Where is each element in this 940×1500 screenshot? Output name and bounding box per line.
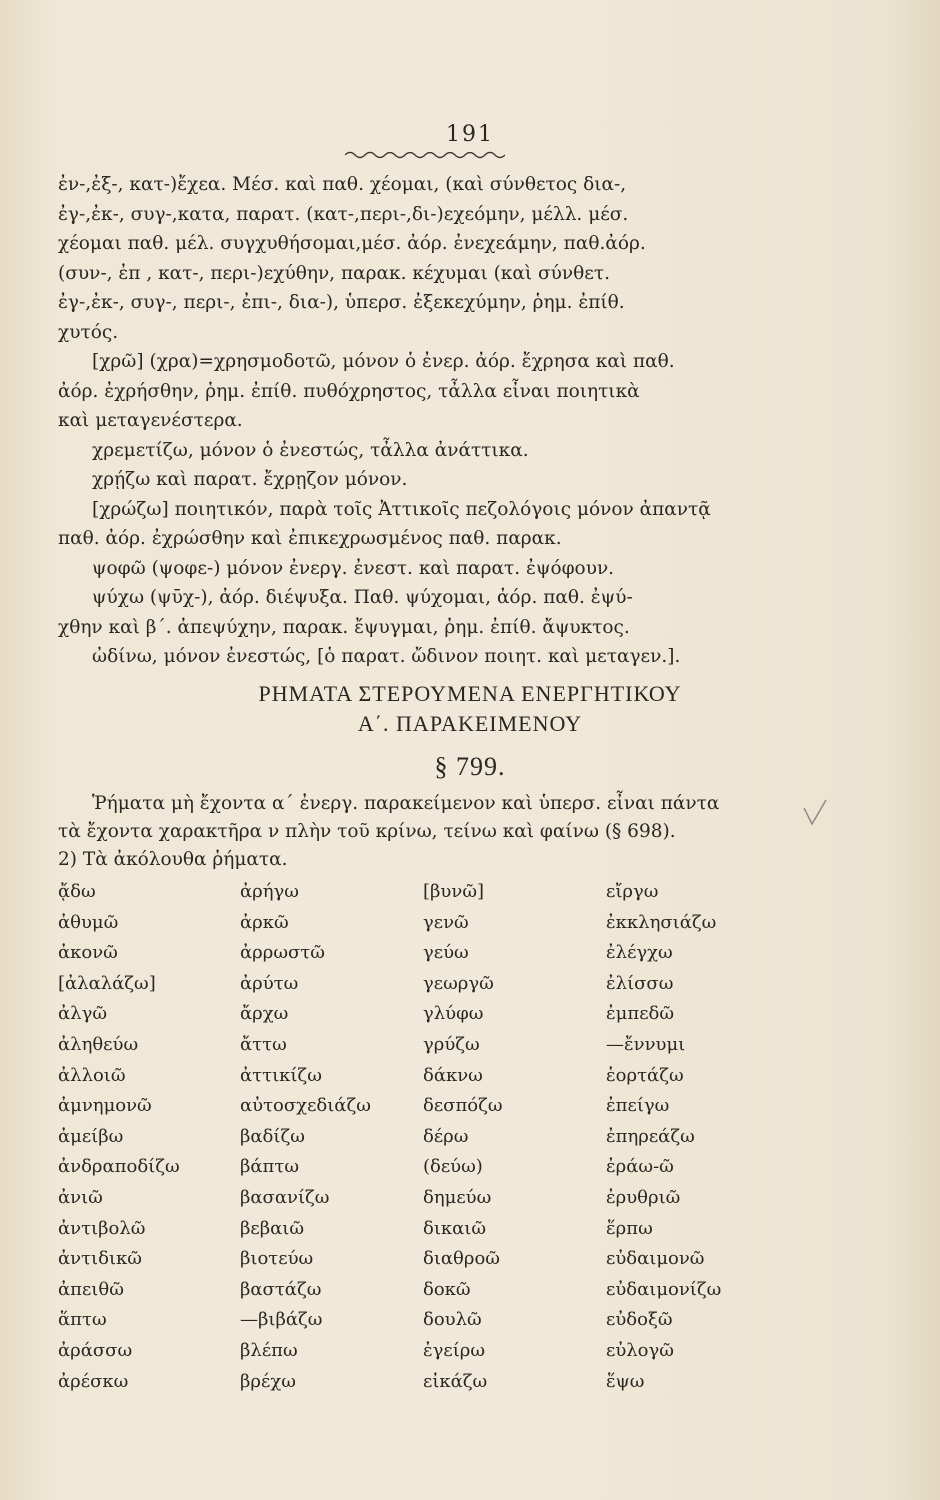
verb-entry: βαστάζω	[240, 1278, 322, 1300]
verb-entry: εὐδαιμονῶ	[606, 1248, 705, 1270]
verb-column-2	[240, 877, 420, 1397]
verb-entry: βασανίζω	[240, 1186, 330, 1208]
verb-entry: ἕρπω	[606, 1217, 653, 1239]
text-line: χρῄζω καὶ παρατ. ἔχρῃζον μόνον.	[92, 469, 408, 490]
verb-entry: δάκνω	[423, 1064, 483, 1086]
text-line: χρεμετίζω, μόνον ὁ ἐνεστώς, τἆλλα ἀνάττικα.	[92, 439, 529, 461]
wavy-rule-ornament	[345, 150, 505, 160]
verb-entry: ἀνιῶ	[58, 1186, 103, 1208]
verb-entry: [ἀλαλάζω]	[58, 972, 156, 994]
intro-line: τὰ ἔχοντα χαρακτῆρα ν πλὴν τοῦ κρίνω, τείνω καὶ φαίνω (§ 698).	[58, 821, 676, 842]
text-line: παθ. ἀόρ. ἐχρώσθην καὶ ἐπικεχρωσμένος παθ. παρακ.	[58, 528, 562, 549]
verb-entry: δεσπόζω	[423, 1095, 503, 1117]
verb-entry: ἀττικίζω	[240, 1064, 322, 1086]
text-line: ψύχω (ψῡχ-), ἀόρ. διέψυξα. Παθ. ψύχομαι, ἀόρ. παθ. ἐψύ-	[92, 587, 633, 608]
verb-entry: ἐγείρω	[423, 1339, 486, 1361]
entry-text-block	[58, 170, 798, 672]
verb-entry: ἄττω	[240, 1033, 287, 1055]
text-line: [χρώζω] ποιητικόν, παρὰ τοῖς Ἀττικοῖς πεζολόγοις μόνον ἀπαντᾷ	[92, 498, 711, 520]
verb-entry: ἀρρωστῶ	[240, 942, 325, 964]
text-line: καὶ μεταγενέστερα.	[58, 410, 243, 431]
verb-entry: ἐράω-ῶ	[606, 1156, 674, 1178]
intro-line: Ῥήματα μὴ ἔχοντα α΄ ἐνεργ. παρακείμενον καὶ ὑπερσ. εἶναι πάντα	[92, 793, 720, 814]
verb-entry: βαδίζω	[240, 1125, 305, 1147]
verb-entry: ᾄδω	[58, 881, 96, 902]
verb-entry: γρύζω	[423, 1033, 480, 1055]
verb-entry: δουλῶ	[423, 1309, 482, 1331]
verb-column-1	[58, 877, 238, 1397]
text-line: χθην καὶ β΄. ἀπεψύχην, παρακ. ἔψυγμαι, ῥημ. ἐπίθ. ἄψυκτος.	[58, 616, 630, 638]
verb-entry: ἀντιδικῶ	[58, 1248, 142, 1270]
section-heading-line-1: ΡΗΜΑΤΑ ΣΤΕΡΟΥΜΕΝΑ ΕΝΕΡΓΗΤΙΚΟΥ	[258, 681, 682, 706]
verb-entry: ἐμπεδῶ	[606, 1003, 675, 1025]
text-line: ἐγ-,ἐκ-, συγ-, περι-, ἐπι-, δια-), ὑπερσ. ἐξεκεχύμην, ῥημ. ἐπίθ.	[58, 292, 625, 313]
text-line: (συν-, ἐπ , κατ-, περι-)εχύθην, παρακ. κέχυμαι (καὶ σύνθετ.	[58, 262, 610, 284]
text-line: χυτός.	[58, 321, 119, 343]
verb-entry: ἀμνημονῶ	[58, 1095, 152, 1117]
verb-entry: —βιβάζω	[240, 1309, 323, 1331]
intro-paragraph	[58, 790, 798, 874]
verb-entry: ἀρέσκω	[58, 1370, 129, 1392]
verb-entry: ἀληθεύω	[58, 1033, 139, 1055]
verb-entry: ἑορτάζω	[606, 1064, 684, 1086]
verb-entry: ἐρυθριῶ	[606, 1186, 681, 1208]
verb-entry: ἀπειθῶ	[58, 1278, 124, 1300]
verb-entry: γεωργῶ	[423, 972, 494, 994]
verb-entry: δικαιῶ	[423, 1217, 487, 1239]
verb-entry: (δεύω)	[423, 1156, 483, 1178]
verb-entry: ἀράσσω	[58, 1339, 133, 1361]
intro-line: 2) Τὰ ἀκόλουθα ῥήματα.	[58, 849, 288, 870]
verb-entry: ἅπτω	[58, 1309, 107, 1331]
verb-entry: ἐπηρεάζω	[606, 1125, 695, 1147]
verb-entry: βλέπω	[240, 1339, 298, 1361]
verb-entry: ἐπείγω	[606, 1095, 670, 1117]
text-line: ἐγ-,ἐκ-, συγ-,κατα, παρατ. (κατ-,περι-,δι-)εχεόμην, μέλλ. μέσ.	[58, 203, 629, 225]
verb-entry: γλύφω	[423, 1003, 484, 1025]
section-heading-line-2: Α΄. ΠΑΡΑΚΕΙΜΕΝΟΥ	[357, 711, 583, 736]
text-line: [χρῶ] (χρα)=χρησμοδοτῶ, μόνον ὁ ἐνερ. ἀόρ. ἔχρησα καὶ παθ.	[92, 351, 675, 372]
verb-entry: γεύω	[423, 942, 469, 964]
verb-entry: ἀντιβολῶ	[58, 1217, 146, 1239]
verb-entry: γενῶ	[423, 911, 469, 933]
verb-entry: εὐλογῶ	[606, 1339, 674, 1361]
verb-entry: βιοτεύω	[240, 1248, 314, 1270]
verb-entry: διαθροῶ	[423, 1248, 500, 1270]
verb-entry: αὐτοσχεδιάζω	[240, 1095, 371, 1117]
verb-entry: —ἔννυμι	[606, 1033, 686, 1055]
verb-entry: βεβαιῶ	[240, 1217, 305, 1239]
verb-entry: ἀνδραποδίζω	[58, 1156, 180, 1178]
verb-entry: ἀρκῶ	[240, 911, 289, 933]
text-line: ἐν-,ἐξ-, κατ-)ἔχεα. Μέσ. καὶ παθ. χέομαι, (καὶ σύνθετος δια-,	[58, 174, 627, 195]
verb-entry: βάπτω	[240, 1156, 300, 1178]
verb-entry: ἀμείβω	[58, 1125, 124, 1147]
text-line: ἀόρ. ἐχρήσθην, ῥημ. ἐπίθ. πυθόχρηστος, τἆλλα εἶναι ποιητικὰ	[58, 380, 640, 402]
verb-entry: ἀλγῶ	[58, 1003, 107, 1025]
verb-entry: ἐλέγχω	[606, 942, 673, 964]
verb-entry: ἀρήγω	[240, 881, 299, 902]
verb-entry: ἐκκλησιάζω	[606, 911, 717, 933]
page-number: 191	[446, 122, 494, 147]
verb-entry: ἄρχω	[240, 1003, 289, 1025]
verb-column-4	[606, 877, 786, 1397]
verb-entry: ἀλλοιῶ	[58, 1064, 126, 1086]
verb-entry: εὐδοξῶ	[606, 1309, 673, 1331]
verb-entry: εὐδαιμονίζω	[606, 1278, 722, 1300]
verb-column-3	[423, 877, 603, 1397]
verb-entry: εἰκάζω	[423, 1370, 488, 1392]
verb-entry: ἕψω	[606, 1370, 645, 1392]
verb-entry: ἀρύτω	[240, 972, 299, 994]
verb-entry: ἀθυμῶ	[58, 911, 119, 933]
verb-entry: [βυνῶ]	[423, 881, 485, 902]
pencil-check-mark	[800, 798, 830, 828]
verb-entry: ἐλίσσω	[606, 972, 674, 994]
verb-entry: ἀκονῶ	[58, 942, 118, 964]
text-line: χέομαι παθ. μέλ. συγχυθήσομαι,μέσ. ἀόρ. ἐνεχεάμην, παθ.ἀόρ.	[58, 233, 646, 254]
verb-entry: βρέχω	[240, 1370, 296, 1392]
verb-entry: δημεύω	[423, 1186, 492, 1208]
verb-entry: δέρω	[423, 1125, 469, 1147]
text-line: ὠδίνω, μόνον ἐνεστώς, [ὁ παρατ. ὤδινον ποιητ. καὶ μεταγεν.].	[92, 646, 681, 667]
text-line: ψοφῶ (ψοφε-) μόνον ἐνεργ. ἐνεστ. καὶ παρατ. ἐψόφουν.	[92, 557, 615, 579]
section-number: § 799.	[434, 752, 506, 781]
verb-entry: δοκῶ	[423, 1278, 471, 1300]
verb-entry: εἴργω	[606, 881, 659, 902]
